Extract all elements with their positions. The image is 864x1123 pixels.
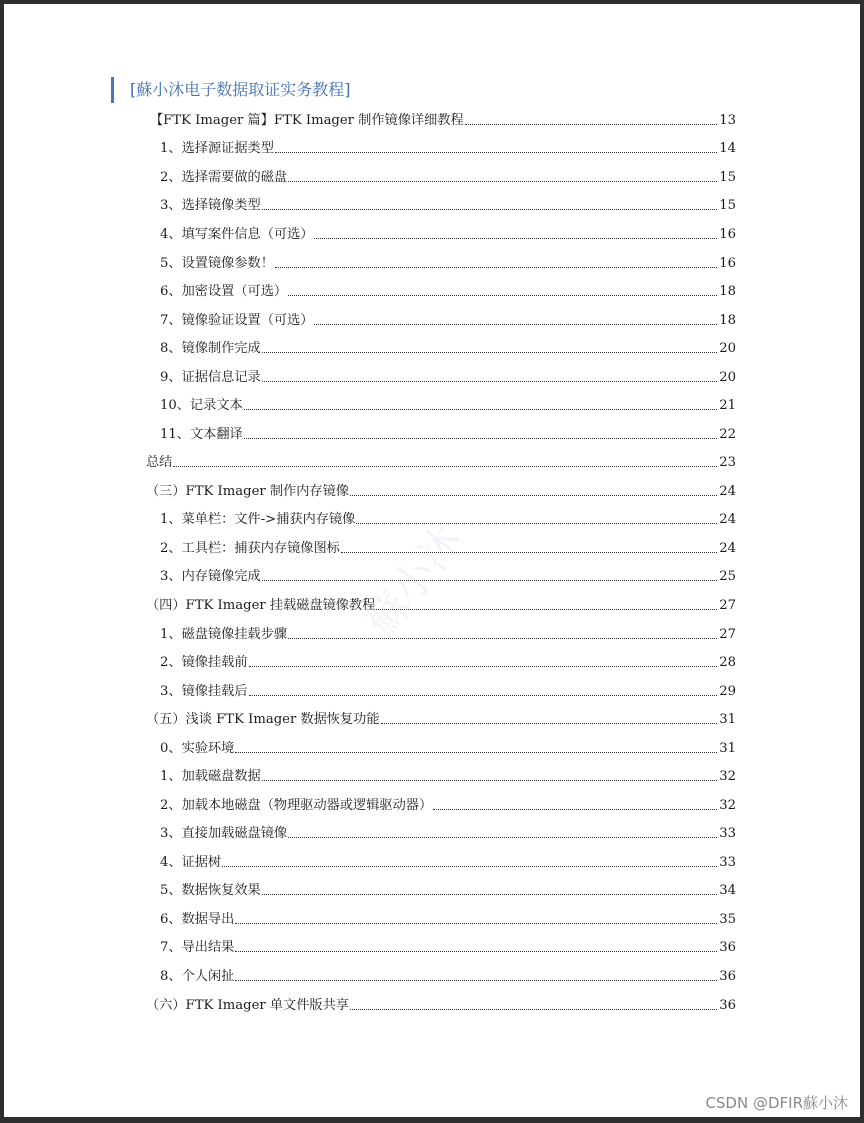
toc-entry-label: 6、加密设置（可选） xyxy=(160,284,288,299)
toc-entry-page: 22 xyxy=(719,427,736,442)
toc-entry[interactable] xyxy=(160,739,736,759)
toc-entry-label: 2、工具栏：捕获内存镜像图标 xyxy=(160,541,340,556)
toc-entry[interactable] xyxy=(160,368,736,388)
toc-entry-label: 0、实验环境 xyxy=(160,741,235,756)
toc-entry-label: 3、镜像挂载后 xyxy=(160,684,248,699)
toc-entry-page: 18 xyxy=(719,284,736,299)
toc-entry[interactable] xyxy=(160,425,736,445)
toc-entry[interactable] xyxy=(160,539,736,559)
toc-entry-page: 15 xyxy=(719,170,736,185)
toc-entry-page: 24 xyxy=(719,512,736,527)
toc-entry-page: 36 xyxy=(719,940,736,955)
toc-entry-page: 13 xyxy=(719,113,736,128)
toc-entry-label: 2、选择需要做的磁盘 xyxy=(160,170,288,185)
toc-entry-page: 16 xyxy=(719,227,736,242)
toc-leader-dots xyxy=(249,695,718,696)
toc-leader-dots xyxy=(275,267,717,268)
toc-entry[interactable] xyxy=(146,453,736,473)
toc-leader-dots xyxy=(314,238,717,239)
toc-entry[interactable] xyxy=(160,196,736,216)
toc-entry-label: 7、镜像验证设置（可选） xyxy=(160,313,314,328)
toc-entry-label: 1、磁盘镜像挂载步骤 xyxy=(160,627,288,642)
toc-entry-page: 32 xyxy=(719,769,736,784)
toc-entry-label: 10、记录文本 xyxy=(160,398,243,413)
toc-entry-page: 33 xyxy=(719,826,736,841)
toc-entry-label: 9、证据信息记录 xyxy=(160,370,261,385)
toc-entry-page: 31 xyxy=(719,712,736,727)
toc-entry-label: 1、选择源证据类型 xyxy=(160,141,274,156)
toc-entry-page: 29 xyxy=(719,684,736,699)
toc-entry[interactable] xyxy=(146,996,736,1016)
watermark: 蘇小沐 xyxy=(355,515,473,646)
toc-entry-label: 2、镜像挂载前 xyxy=(160,655,248,670)
toc-entry-page: 27 xyxy=(719,598,736,613)
toc-entry-page: 36 xyxy=(719,998,736,1013)
toc-leader-dots xyxy=(356,523,717,524)
toc-entry[interactable] xyxy=(160,938,736,958)
toc-leader-dots xyxy=(235,951,717,952)
toc-entry[interactable] xyxy=(160,625,736,645)
toc-leader-dots xyxy=(376,609,717,610)
toc-entry-page: 32 xyxy=(719,798,736,813)
toc-entry[interactable] xyxy=(160,254,736,274)
toc-leader-dots xyxy=(262,780,718,781)
toc-leader-dots xyxy=(314,324,717,325)
toc-entry-label: 3、选择镜像类型 xyxy=(160,198,261,213)
toc-entry-label: 7、导出结果 xyxy=(160,940,235,955)
toc-entry-page: 28 xyxy=(719,655,736,670)
toc-entry[interactable] xyxy=(160,168,736,188)
toc-entry-label: 11、文本翻译 xyxy=(160,427,243,442)
toc-entry-page: 34 xyxy=(719,883,736,898)
toc-entry-label: 3、内存镜像完成 xyxy=(160,569,261,584)
document-header-title: [蘇小沐电子数据取证实务教程] xyxy=(111,77,351,103)
toc-entry[interactable] xyxy=(146,482,736,502)
toc-leader-dots xyxy=(288,295,717,296)
toc-entry[interactable] xyxy=(160,853,736,873)
toc-leader-dots xyxy=(275,152,717,153)
toc-entry[interactable] xyxy=(160,796,736,816)
toc-leader-dots xyxy=(288,837,717,838)
toc-leader-dots xyxy=(341,552,717,553)
toc-entry[interactable] xyxy=(160,767,736,787)
toc-leader-dots xyxy=(288,181,717,182)
toc-entry-label: （六）FTK Imager 单文件版共享 xyxy=(146,998,349,1013)
toc-leader-dots xyxy=(381,723,718,724)
toc-leader-dots xyxy=(350,1009,717,1010)
toc-entry-label: 1、菜单栏：文件->捕获内存镜像 xyxy=(160,512,356,527)
toc-entry-page: 33 xyxy=(719,855,736,870)
toc-entry-page: 35 xyxy=(719,912,736,927)
toc-leader-dots xyxy=(244,409,718,410)
toc-entry[interactable] xyxy=(160,682,736,702)
toc-entry-label: 4、证据树 xyxy=(160,855,222,870)
toc-leader-dots xyxy=(262,209,718,210)
toc-leader-dots xyxy=(262,352,718,353)
toc-entry[interactable] xyxy=(160,910,736,930)
toc-entry-page: 24 xyxy=(719,484,736,499)
toc-entry-label: 1、加载磁盘数据 xyxy=(160,769,261,784)
toc-entry-label: （三）FTK Imager 制作内存镜像 xyxy=(146,484,349,499)
toc-entry-label: 8、镜像制作完成 xyxy=(160,341,261,356)
toc-entry[interactable] xyxy=(160,967,736,987)
toc-entry[interactable] xyxy=(146,596,736,616)
toc-entry-page: 31 xyxy=(719,741,736,756)
toc-entry[interactable] xyxy=(160,653,736,673)
toc-entry-label: （四）FTK Imager 挂载磁盘镜像教程 xyxy=(146,598,376,613)
toc-leader-dots xyxy=(288,638,717,639)
toc-entry-label: 【FTK Imager 篇】FTK Imager 制作镜像详细教程 xyxy=(150,113,464,128)
toc-entry[interactable] xyxy=(160,567,736,587)
toc-entry-page: 24 xyxy=(719,541,736,556)
toc-leader-dots xyxy=(235,980,717,981)
toc-entry-page: 25 xyxy=(719,569,736,584)
toc-entry-label: 2、加载本地磁盘（物理驱动器或逻辑驱动器） xyxy=(160,798,433,813)
toc-entry-page: 18 xyxy=(719,313,736,328)
toc-leader-dots xyxy=(433,809,717,810)
toc-leader-dots xyxy=(173,466,717,467)
document-page xyxy=(4,4,860,1117)
toc-entry-label: （五）浅谈 FTK Imager 数据恢复功能 xyxy=(146,712,380,727)
toc-entry[interactable] xyxy=(160,282,736,302)
toc-entry[interactable] xyxy=(160,824,736,844)
toc-entry-page: 23 xyxy=(719,455,736,470)
toc-entry[interactable] xyxy=(160,139,736,159)
toc-entry-page: 21 xyxy=(719,398,736,413)
toc-entry[interactable] xyxy=(150,111,736,131)
toc-entry[interactable] xyxy=(160,881,736,901)
toc-leader-dots xyxy=(244,438,718,439)
toc-entry-page: 36 xyxy=(719,969,736,984)
toc-entry[interactable] xyxy=(160,339,736,359)
toc-entry-label: 3、直接加载磁盘镜像 xyxy=(160,826,288,841)
toc-entry[interactable] xyxy=(160,225,736,245)
toc-leader-dots xyxy=(262,381,718,382)
toc-entry-page: 14 xyxy=(719,141,736,156)
toc-leader-dots xyxy=(262,580,718,581)
toc-entry-label: 8、个人闲扯 xyxy=(160,969,235,984)
toc-leader-dots xyxy=(222,866,717,867)
toc-entry[interactable] xyxy=(146,710,736,730)
toc-leader-dots xyxy=(465,124,718,125)
toc-entry[interactable] xyxy=(160,396,736,416)
toc-entry-page: 20 xyxy=(719,370,736,385)
toc-entry-label: 5、设置镜像参数！ xyxy=(160,256,274,271)
toc-leader-dots xyxy=(235,752,717,753)
toc-entry-label: 总结 xyxy=(146,455,173,470)
toc-entry-label: 6、数据导出 xyxy=(160,912,235,927)
toc-entry[interactable] xyxy=(160,311,736,331)
toc-leader-dots xyxy=(350,495,717,496)
toc-entry-page: 16 xyxy=(719,256,736,271)
toc-entry[interactable] xyxy=(160,510,736,530)
toc-leader-dots xyxy=(249,666,718,667)
toc-entry-label: 5、数据恢复效果 xyxy=(160,883,261,898)
toc-entry-page: 27 xyxy=(719,627,736,642)
toc-leader-dots xyxy=(235,923,717,924)
toc-entry-page: 20 xyxy=(719,341,736,356)
toc-entry-page: 15 xyxy=(719,198,736,213)
toc-leader-dots xyxy=(262,894,718,895)
csdn-credit: CSDN @DFIR蘇小沐 xyxy=(705,1094,848,1112)
toc-entry-label: 4、填写案件信息（可选） xyxy=(160,227,314,242)
